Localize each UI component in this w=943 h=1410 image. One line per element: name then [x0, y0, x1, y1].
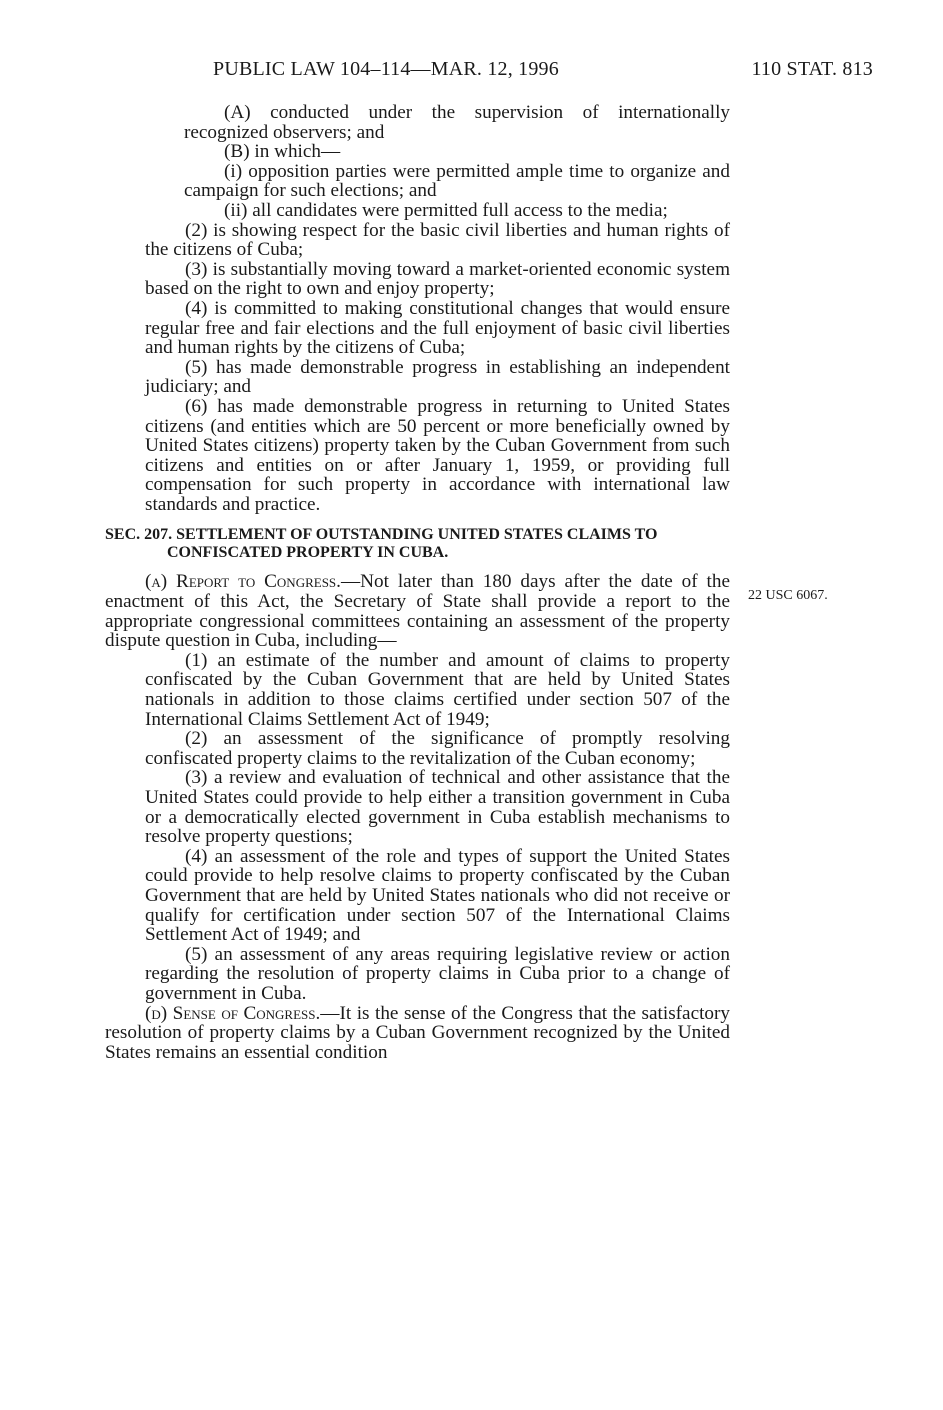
section-title-line2: CONFISCATED PROPERTY IN CUBA. — [167, 544, 449, 562]
subsection-a — [105, 572, 730, 650]
section-title-line1: SETTLEMENT OF OUTSTANDING UNITED STATES CLAIMS TO — [176, 526, 658, 544]
subsection-d-text: —It is the sense of the Congress that the satisfactory resolution of property claims by a Cuban Government recognized by the United States remains an essential condition — [105, 1002, 730, 1063]
subsection-a-text: —Not later than 180 days after the date of the enactment of this Act, the Secretary of State shall provide a report to the appropriate congressional committees containing an assessment of the property dispute question in Cuba, including— — [105, 571, 731, 652]
item-2: (2) an assessment of the significance of promptly resolving confiscated property claims to the revitalization of the Cuban economy; — [145, 728, 730, 769]
section-heading — [105, 526, 730, 562]
item-5: (5) an assessment of any areas requiring legislative review or action regarding the resolution of property claims in Cuba prior to a change of government in Cuba. — [145, 943, 730, 1004]
subsection-d-heading: (d) Sense of Congress. — [145, 1002, 321, 1024]
section-number: SEC. 207. — [105, 526, 173, 544]
paragraph-3: (3) is substantially moving toward a market-oriented economic system based on the right to own and enjoy property; — [145, 258, 730, 300]
paragraph-4: (4) is committed to making constitutional changes that would ensure regular free and fair elections and the full enjoyment of basic civil liberties and human rights by the citizens of Cuba; — [145, 297, 730, 359]
running-header-title: PUBLIC LAW 104–114—MAR. 12, 1996 — [213, 58, 559, 80]
paragraph-5: (5) has made demonstrable progress in establishing an independent judiciary; and — [145, 356, 730, 398]
paragraph-6: (6) has made demonstrable progress in returning to United States citizens (and entities which are 50 percent or more beneficially owned by United States citizens) property taken by the Cuban Government from such citizens and entities on or after January 1, 1959, or providing full compensation for such property in accordance with international law standards and practice. — [145, 395, 730, 515]
clause-i: (i) opposition parties were permitted ample time to organize and campaign for such elections; and — [184, 160, 730, 202]
body-column — [105, 103, 730, 1062]
item-1: (1) an estimate of the number and amount of claims to property confiscated by the Cuban Government that are held by United States nationals in addition to those claims certified under section 507 of the International Claims Settlement Act of 1949; — [145, 649, 730, 730]
subsection-a-heading: (a) Report to Congress. — [145, 571, 341, 593]
running-header-page: 110 STAT. 813 — [751, 58, 873, 80]
paragraph-2: (2) is showing respect for the basic civil liberties and human rights of the citizens of Cuba; — [145, 219, 730, 261]
margin-citation: 22 USC 6067. — [748, 588, 828, 603]
paragraph-b: (B) in which— — [224, 141, 341, 163]
subsection-d — [105, 1004, 730, 1063]
item-3: (3) a review and evaluation of technical and other assistance that the United States could provide to help either a transition government in Cuba or a democratically elected government in Cuba establish mechanisms to resolve property questions; — [145, 767, 730, 848]
paragraph-a: (A) conducted under the supervision of internationally recognized observers; and — [184, 102, 730, 143]
clause-ii: (ii) all candidates were permitted full access to the media; — [224, 199, 668, 221]
item-4: (4) an assessment of the role and types of support the United States could provide to help resolve claims to property confiscated by the Cuban Government that are held by United States nationals who did not receive or qualify for certification under section 507 of the International Claims Settlement Act of 1949; and — [145, 845, 730, 946]
